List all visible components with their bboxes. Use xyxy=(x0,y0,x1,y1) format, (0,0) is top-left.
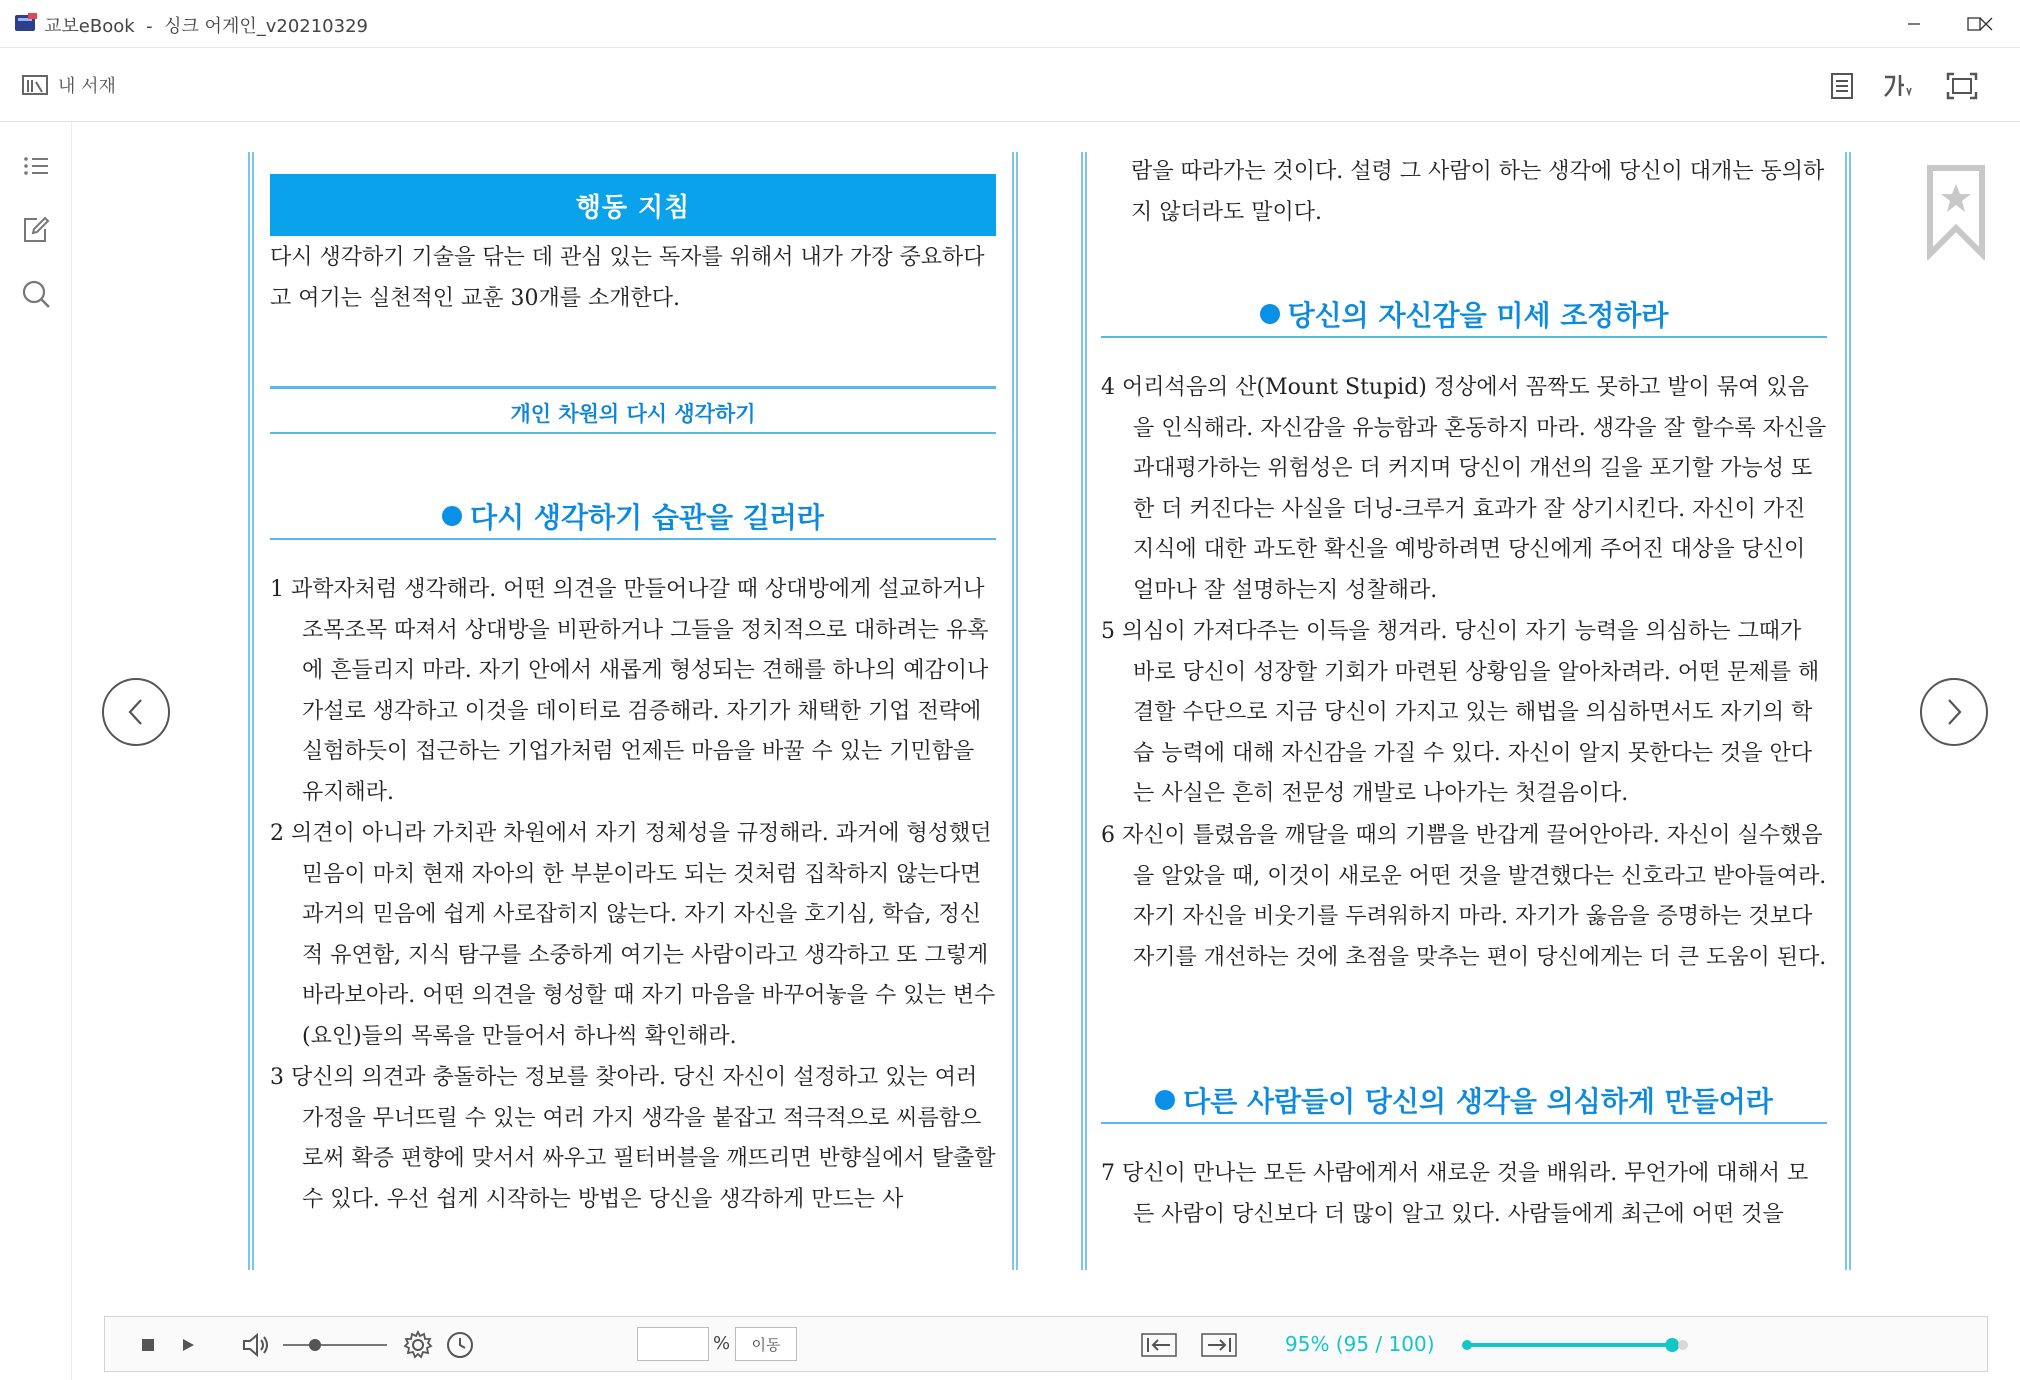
bullet-dot-icon xyxy=(1155,1090,1175,1110)
tts-settings-button[interactable] xyxy=(401,1325,435,1365)
guideline-item-4: 4 어리석음의 산(Mount Stupid) 정상에서 꼼짝도 못하고 발이 묶여 있음을 인식해라. 자신감을 유능함과 혼동하지 마라. 생각을 잘 할수록 자신을 과대평가하는 위험성은 더 커지며 당신이 개선의 길을 포기할 가능성 또한 더 커진다는 사실을 더닝-크루거 효과가 잘 상기시킨다. 자신이 가진 지식에 대한 과도한 확신을 예방하려면 당신에게 주어진 대상을 당신이 얼마나 잘 설명하는지 성찰해라. xyxy=(1101,375,1827,603)
book-info-button[interactable] xyxy=(1822,66,1862,106)
guideline-item-7: 7 당신이 만나는 모든 사람에게서 새로운 것을 배워라. 무언가에 대해서 모든 사람이 당신보다 더 많이 알고 있다. 사람들에게 최근에 어떤 것을 xyxy=(1101,1161,1809,1227)
section-heading xyxy=(1101,1080,1827,1120)
volume-button[interactable] xyxy=(239,1325,273,1365)
subheading-rule-bottom xyxy=(270,432,996,434)
section-heading-text: 다시 생각하기 습관을 길러라 xyxy=(470,501,824,534)
section-heading-rule xyxy=(1101,1122,1827,1124)
continued-paragraph: 람을 따라가는 것이다. 설령 그 사람이 하는 생각에 당신이 대개는 동의하지 않더라도 말이다. xyxy=(1131,159,1825,225)
chevron-right-icon xyxy=(1942,697,1966,727)
progress-track xyxy=(1459,1333,1691,1357)
section-heading xyxy=(1101,294,1827,334)
right-page xyxy=(1081,152,1851,1270)
next-page-button[interactable] xyxy=(1920,678,1988,746)
bookmark-icon xyxy=(1926,164,1986,260)
guideline-item-5: 5 의심이 가져다주는 이득을 챙겨라. 당신이 자기 능력을 의심하는 그때가 바로 당신이 성장할 기회가 마련된 상황임을 알아차려라. 어떤 문제를 해결할 수단으로 지금 당신이 가지고 있는 해법을 의심하면서도 자기의 학습 능력에 대해 자신감을 가질 수 있다. 자신이 알지 못한다는 것을 안다는 사실은 흔히 전문성 개발로 나아가는 첫걸음이다. xyxy=(1101,619,1820,807)
jump-to-start-icon xyxy=(1141,1333,1177,1357)
play-button[interactable] xyxy=(173,1325,203,1365)
minimize-button[interactable] xyxy=(1884,0,1944,48)
font-size-icon xyxy=(1882,72,1914,100)
list-icon xyxy=(22,154,50,178)
section-heading-text: 다른 사람들이 당신의 생각을 의심하게 만들어라 xyxy=(1183,1085,1773,1118)
subheading: 개인 차원의 다시 생각하기 xyxy=(510,402,756,426)
my-library-button[interactable] xyxy=(22,72,116,98)
title-bar xyxy=(0,0,2020,48)
my-library-label: 내 서재 xyxy=(58,76,116,97)
stop-button[interactable] xyxy=(133,1325,163,1365)
page-border-right xyxy=(1845,152,1851,1270)
bullet-dot-icon xyxy=(1260,304,1280,324)
move-button[interactable]: 이동 xyxy=(735,1327,797,1361)
reading-progress-slider[interactable] xyxy=(1459,1333,1691,1357)
volume-slider[interactable] xyxy=(281,1325,391,1365)
edit-note-icon xyxy=(21,215,51,245)
speaker-icon xyxy=(241,1332,271,1358)
first-page-button[interactable] xyxy=(1139,1325,1179,1365)
previous-page-button[interactable] xyxy=(102,678,170,746)
document-icon xyxy=(1829,72,1855,100)
left-rail xyxy=(0,122,72,1380)
page-percent-input[interactable] xyxy=(637,1327,709,1361)
fullscreen-icon xyxy=(1946,72,1978,100)
play-icon xyxy=(180,1337,196,1353)
intro-paragraph: 다시 생각하기 기술을 닦는 데 관심 있는 독자를 위해서 내가 가장 중요하다고 여기는 실천적인 교훈 30개를 소개한다. xyxy=(270,245,985,311)
reader-toolbar xyxy=(0,48,2020,122)
jump-to-end-icon xyxy=(1201,1333,1237,1357)
action-guide-banner: 행동 지침 xyxy=(270,174,996,236)
font-settings-button[interactable] xyxy=(1878,66,1918,106)
page-border-left xyxy=(1081,152,1087,1270)
guideline-item-3: 3 당신의 의견과 충돌하는 정보를 찾아라. 당신 자신이 설정하고 있는 여러 가정을 무너뜨릴 수 있는 여러 가지 생각을 붙잡고 적극적으로 씨름함으로써 확증 편향에 맞서서 싸우고 필터버블을 깨뜨리면 반향실에서 탈출할 수 있다. 우선 쉽게 시작하는 방법은 당신을 생각하게 만드는 사 xyxy=(270,1065,996,1212)
guideline-item-1: 1 과학자처럼 생각해라. 어떤 의견을 만들어나갈 때 상대방에게 설교하거나 조목조목 따져서 상대방을 비판하거나 그들을 정치적으로 대하려는 유혹에 흔들리지 마라. 자기 안에서 새롭게 형성되는 견해를 하나의 예감이나 가설로 생각하고 이것을 데이터로 검증해라. 자기가 채택한 기업 전략에 실험하듯이 접근하는 기업가처럼 언제든 마음을 바꿀 수 있는 기민함을 유지해라. xyxy=(270,577,989,805)
percent-sign: % xyxy=(713,1333,731,1354)
section-heading-rule xyxy=(270,538,996,540)
left-page xyxy=(248,152,1018,1270)
search-button[interactable] xyxy=(18,276,54,312)
section-heading xyxy=(270,496,996,536)
chevron-left-icon xyxy=(124,697,148,727)
section-heading-rule xyxy=(1101,336,1827,338)
table-of-contents-button[interactable] xyxy=(18,148,54,184)
library-icon xyxy=(22,74,48,96)
guideline-item-6: 6 자신이 틀렸음을 깨달을 때의 기쁨을 반갑게 끌어안아라. 자신이 실수했음을 알았을 때, 이것이 새로운 어떤 것을 발견했다는 신호라고 받아들여라. 자기 자신을 비웃기를 두려워하지 마라. 자기가 옳음을 증명하는 것보다 자기를 개선하는 것에 초점을 맞추는 편이 당신에게는 더 큰 도움이 된다. xyxy=(1101,823,1827,970)
stop-icon xyxy=(140,1337,156,1353)
bottom-control-bar xyxy=(104,1316,1988,1372)
app-logo-icon xyxy=(14,12,38,34)
subheading-rule-top xyxy=(270,386,996,389)
gear-icon xyxy=(403,1330,433,1360)
bookmark-button[interactable] xyxy=(1926,164,1986,260)
timer-button[interactable] xyxy=(443,1325,477,1365)
memo-button[interactable] xyxy=(18,212,54,248)
section-heading-text: 당신의 자신감을 미세 조정하라 xyxy=(1287,299,1669,332)
volume-slider-track xyxy=(281,1335,391,1355)
close-button[interactable] xyxy=(1956,0,2016,48)
window-title: 교보eBook - 싱크 어게인_v20210329 xyxy=(44,16,368,37)
bullet-dot-icon xyxy=(442,506,462,526)
fullscreen-button[interactable] xyxy=(1942,66,1982,106)
search-icon xyxy=(21,279,51,309)
page-border-right xyxy=(1012,152,1018,1270)
guideline-item-2: 2 의견이 아니라 가치관 차원에서 자기 정체성을 규정해라. 과거에 형성했던 믿음이 마치 현재 자아의 한 부분이라도 되는 것처럼 집착하지 않는다면 과거의 믿음에 쉽게 사로잡히지 않는다. 자기 자신을 호기심, 학습, 정신적 유연함, 지식 탐구를 소중하게 여기는 사람이라고 생각하고 또 그렇게 바라보아라. 어떤 의견을 형성할 때 자기 마음을 바꾸어놓을 수 있는 변수(요인)들의 목록을 만들어서 하나씩 확인해라. xyxy=(270,821,996,1049)
last-page-button[interactable] xyxy=(1199,1325,1239,1365)
page-border-left xyxy=(248,152,254,1270)
minimize-icon xyxy=(1906,16,1922,32)
close-icon xyxy=(1978,16,1994,32)
reading-progress-label: 95% (95 / 100) xyxy=(1285,1332,1435,1356)
clock-icon xyxy=(445,1330,475,1360)
